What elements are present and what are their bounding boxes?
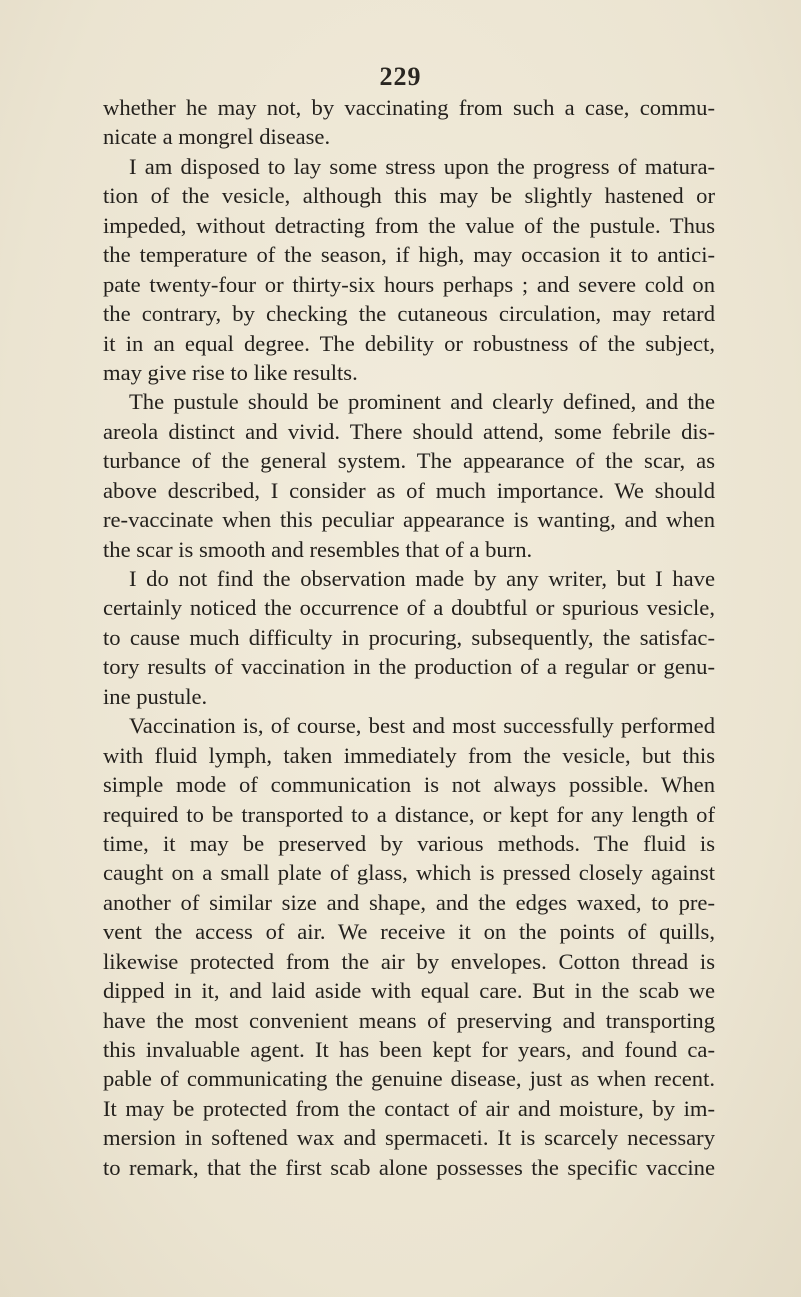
text-line: it in an equal degree. The debility or robustness of the subject, [103,330,715,356]
text-line: the scar is smooth and resembles that of a burn. [103,536,533,562]
text-line: the temperature of the season, if high, may occasion it to antici- [103,242,715,268]
text-line: areola distinct and vivid. There should attend, some febrile dis- [103,418,715,444]
text-line: likewise protected from the air by envelopes. Cotton thread is [103,948,715,974]
text-line: turbance of the general system. The appearance of the scar, as [103,448,715,474]
body-text [103,93,715,1182]
text-line: re-vaccinate when this peculiar appearance is wanting, and when [103,507,715,533]
text-line: simple mode of communication is not always possible. When [103,772,715,798]
text-line: Vaccination is, of course, best and most successfully performed [129,713,715,739]
text-line: The pustule should be prominent and clearly defined, and the [129,389,715,415]
text-line: caught on a small plate of glass, which is pressed closely against [103,860,715,886]
text-line: above described, I consider as of much importance. We should [103,477,715,503]
text-line: nicate a mongrel disease. [103,124,331,150]
text-line: tion of the vesicle, although this may be slightly hastened or [103,183,715,209]
text-line: I do not find the observation made by any writer, but I have [129,566,715,591]
text-line: to remark, that the first scab alone possesses the specific vaccine [103,1154,715,1180]
text-line: to cause much difficulty in procuring, subsequently, the satisfac- [103,624,715,650]
text-line: certainly noticed the occurrence of a doubtful or spurious vesicle, [103,595,715,621]
text-line: this invaluable agent. It has been kept for years, and found ca- [103,1037,715,1062]
text-line: ine pustule. [103,683,208,709]
text-line: pable of communicating the genuine disease, just as when recent. [103,1066,715,1092]
text-line: may give rise to like results. [103,359,358,385]
text-line: tory results of vaccination in the production of a regular or genu- [103,654,715,680]
text-line: vent the access of air. We receive it on the points of quills, [103,919,715,945]
page-number: 229 [379,62,422,91]
text-line: mersion in softened wax and spermaceti. It is scarcely necessary [103,1125,715,1151]
text-line: have the most convenient means of preserving and transporting [103,1007,715,1033]
text-line: pate twenty-four or thirty-six hours perhaps ; and severe cold on [103,271,715,297]
text-line: the contrary, by checking the cutaneous circulation, may retard [103,301,715,327]
text-line: impeded, without detracting from the value of the pustule. Thus [103,212,715,238]
text-line: required to be transported to a distance, or kept for any length of [103,801,715,827]
text-line: I am disposed to lay some stress upon the progress of matura- [129,153,715,179]
text-line: whether he may not, by vaccinating from such a case, commu- [103,95,715,120]
text-line: with fluid lymph, taken immediately from the vesicle, but this [103,742,715,768]
text-line: time, it may be preserved by various methods. The fluid is [103,830,715,856]
text-line: another of similar size and shape, and the edges waxed, to pre- [103,889,715,915]
text-line: dipped in it, and laid aside with equal care. But in the scab we [103,978,715,1004]
text-line: It may be protected from the contact of air and moisture, by im- [103,1095,715,1121]
